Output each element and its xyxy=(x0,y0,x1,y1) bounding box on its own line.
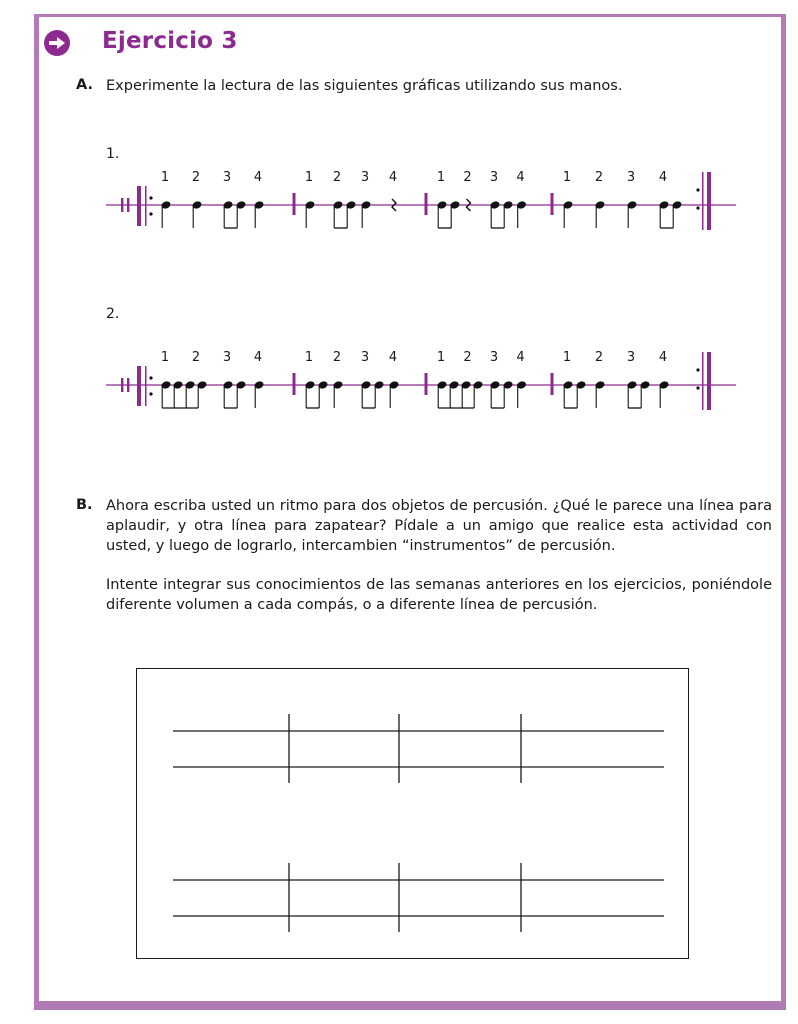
exercise-title: Ejercicio 3 xyxy=(102,28,238,54)
beat-count: 3 xyxy=(626,350,636,365)
beat-count: 1 xyxy=(562,170,572,185)
section-b-paragraph-1: Ahora escriba usted un ritmo para dos objetos de percusión. ¿Qué le parece una línea para aplaudir, y otra línea para zapatear? Pídale a un amigo que realice esta actividad con usted, y luego de lograrlo, intercambien “instrumentos” de percusión. xyxy=(106,498,772,554)
repeat-dot xyxy=(149,392,152,395)
end-repeat-thick xyxy=(707,172,711,230)
start-repeat-thick xyxy=(137,366,141,406)
percussion-clef xyxy=(121,198,123,212)
beat-count: 3 xyxy=(489,350,499,365)
start-repeat-thick xyxy=(137,186,141,226)
bar-line xyxy=(551,193,554,215)
beat-count: 1 xyxy=(562,350,572,365)
beat-count: 1 xyxy=(436,350,446,365)
percussion-clef xyxy=(127,198,129,212)
rhythm-staff-2 xyxy=(0,340,798,430)
repeat-dot xyxy=(149,196,152,199)
section-b-paragraph-2: Intente integrar sus conocimientos de las semanas anteriores en los ejercicios, poniéndole diferente volumen a cada compás, o a diferente línea de percusión. xyxy=(106,577,772,613)
rhythm-staff-1 xyxy=(0,160,798,250)
beat-count: 1 xyxy=(304,350,314,365)
percussion-clef xyxy=(121,378,123,392)
beat-count: 2 xyxy=(332,170,342,185)
beat-count: 2 xyxy=(332,350,342,365)
repeat-dot xyxy=(149,376,152,379)
repeat-dot xyxy=(696,368,699,371)
exercise-1-label: 1. xyxy=(106,146,120,162)
beat-count: 3 xyxy=(360,350,370,365)
section-a-instruction: Experimente la lectura de las siguientes gráficas utilizando sus manos. xyxy=(106,78,623,94)
blank-percussion-lines xyxy=(137,669,687,957)
beat-count: 4 xyxy=(658,170,668,185)
repeat-dot xyxy=(696,386,699,389)
end-repeat-thin xyxy=(702,352,704,410)
beat-count: 3 xyxy=(222,170,232,185)
beat-count: 2 xyxy=(463,170,472,185)
beat-count: 4 xyxy=(516,350,525,365)
end-repeat-thick xyxy=(707,352,711,410)
repeat-dot xyxy=(696,206,699,209)
beat-count: 4 xyxy=(253,170,263,185)
end-repeat-thin xyxy=(702,172,704,230)
percussion-clef xyxy=(127,378,129,392)
bar-line xyxy=(293,373,296,395)
bar-line xyxy=(293,193,296,215)
start-repeat-thin xyxy=(145,366,147,406)
beat-count: 3 xyxy=(360,170,370,185)
section-a-letter: A. xyxy=(76,77,93,93)
arrow-right-circle-icon xyxy=(44,30,70,56)
beat-count: 4 xyxy=(658,350,668,365)
beat-count: 3 xyxy=(489,170,499,185)
bar-line xyxy=(425,373,428,395)
beat-count: 1 xyxy=(160,170,170,185)
beat-count: 4 xyxy=(253,350,263,365)
beat-count: 4 xyxy=(516,170,525,185)
bar-line xyxy=(425,193,428,215)
exercise-2-label: 2. xyxy=(106,306,120,322)
section-b-letter: B. xyxy=(76,497,93,513)
repeat-dot xyxy=(696,188,699,191)
rhythm-writing-box xyxy=(136,668,689,959)
beat-count: 3 xyxy=(222,350,232,365)
beat-count: 1 xyxy=(304,170,314,185)
beat-count: 2 xyxy=(191,170,201,185)
start-repeat-thin xyxy=(145,186,147,226)
beat-count: 1 xyxy=(436,170,446,185)
beat-count: 1 xyxy=(160,350,170,365)
beat-count: 2 xyxy=(463,350,472,365)
beat-count: 2 xyxy=(191,350,201,365)
beat-count: 2 xyxy=(594,350,604,365)
bar-line xyxy=(551,373,554,395)
beat-count: 4 xyxy=(388,350,398,365)
beat-count: 3 xyxy=(626,170,636,185)
repeat-dot xyxy=(149,212,152,215)
beat-count: 2 xyxy=(594,170,604,185)
beat-count: 4 xyxy=(388,170,398,185)
